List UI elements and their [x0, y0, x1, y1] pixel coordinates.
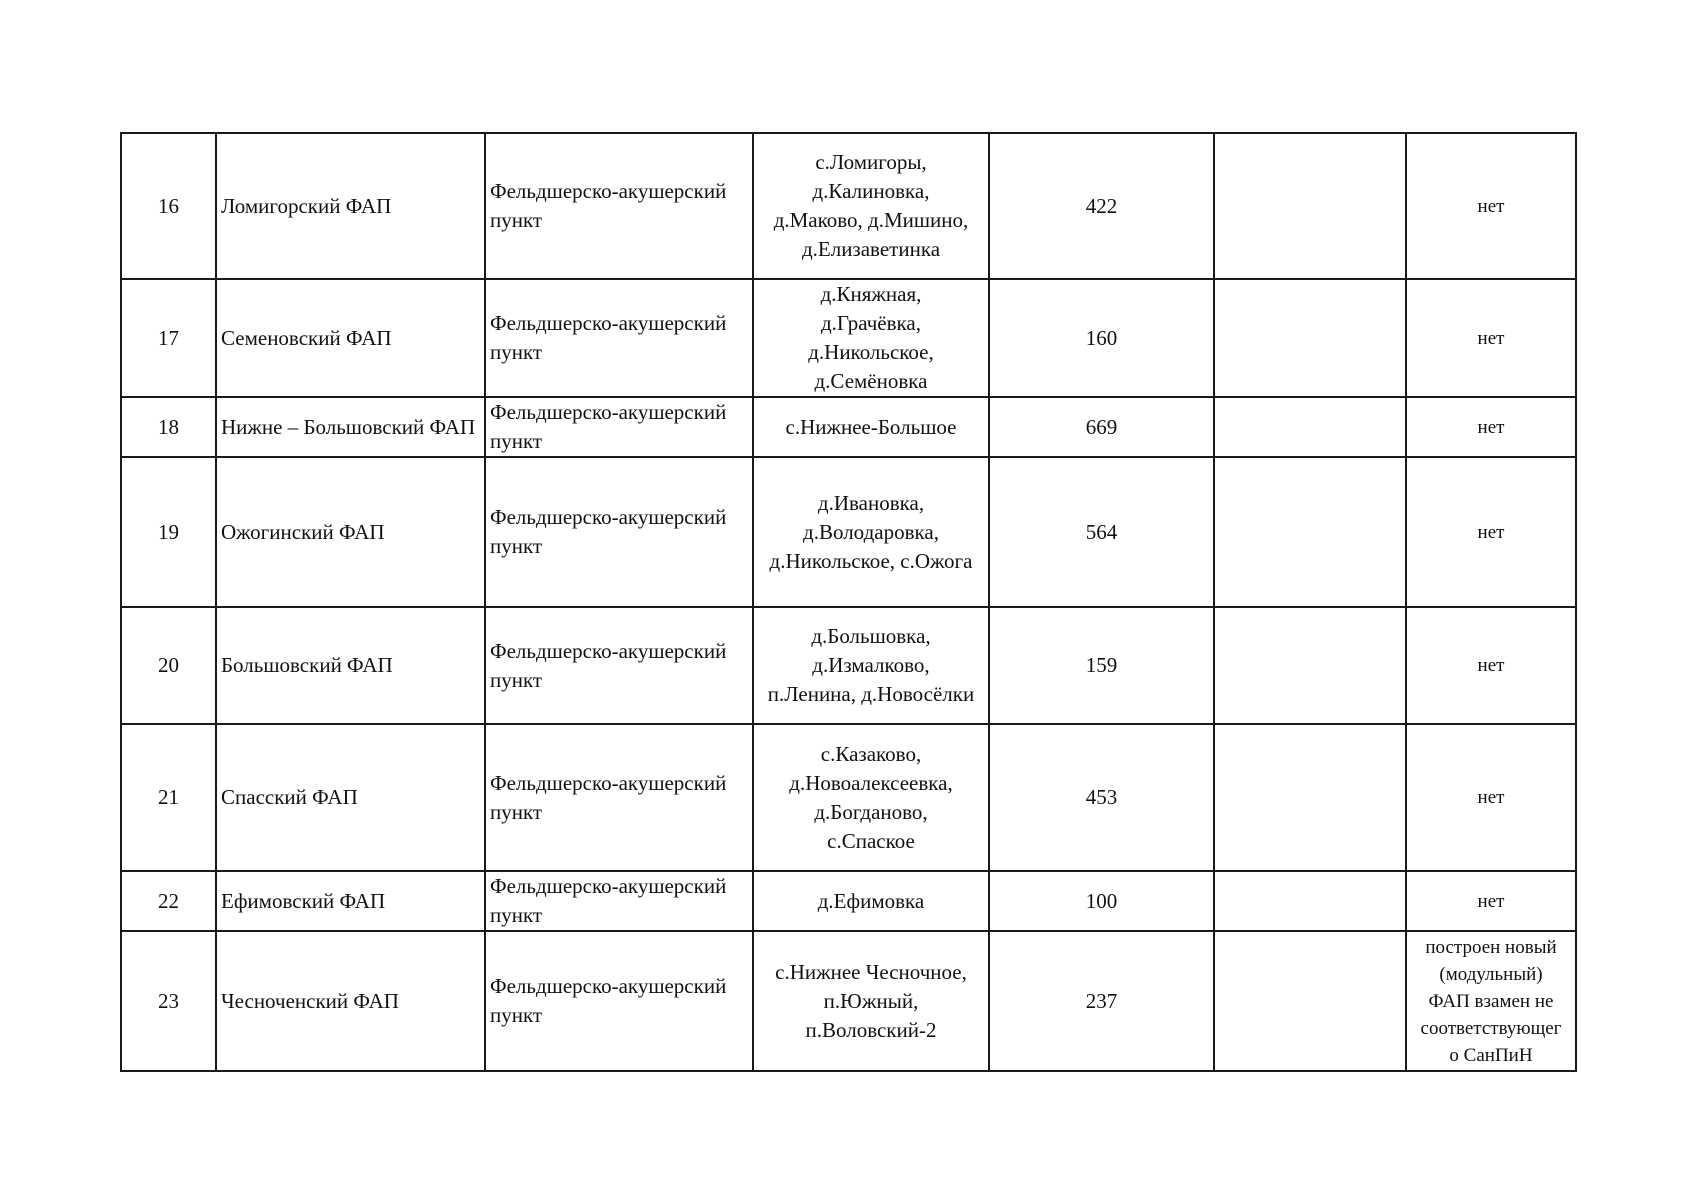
note-cell: нет — [1406, 607, 1576, 724]
location-line: д.Маково, д.Мишино, — [773, 208, 969, 232]
empty-cell — [1214, 607, 1406, 724]
table-row — [121, 133, 1576, 279]
note-cell: нет — [1406, 457, 1576, 607]
population-cell: 564 — [989, 457, 1214, 607]
empty-cell — [1214, 279, 1406, 397]
location-line: д.Богданово, — [814, 799, 928, 824]
fap-name-cell: Большовский ФАП — [216, 607, 485, 724]
note-cell: нет — [1406, 724, 1576, 871]
note-cell: нет — [1406, 133, 1576, 279]
location-line: д.Семёновка — [814, 369, 928, 393]
population-cell: 422 — [989, 133, 1214, 279]
empty-cell — [1214, 457, 1406, 607]
note-cell — [1406, 931, 1576, 1071]
row-number-cell: 19 — [121, 457, 216, 607]
fap-name-cell: Ломигорский ФАП — [216, 133, 485, 279]
location-line: д.Ивановка, — [817, 490, 925, 515]
fap-name-cell: Ефимовский ФАП — [216, 871, 485, 931]
table-body — [121, 133, 1576, 1071]
served-locations-cell — [753, 133, 989, 279]
empty-cell — [1214, 724, 1406, 871]
facility-type-cell: Фельдшерско-акушерский пункт — [485, 397, 753, 457]
location-line: с.Казаково, — [820, 741, 922, 766]
served-locations-cell — [753, 279, 989, 397]
fap-name-cell: Семеновский ФАП — [216, 279, 485, 397]
location-line: д.Никольское, с.Ожога — [769, 548, 973, 573]
location-line: д.Измалково, — [812, 653, 930, 677]
location-line: д.Грачёвка, — [821, 311, 921, 335]
location-line: д.Калиновка, — [812, 179, 930, 203]
row-number-cell: 22 — [121, 871, 216, 931]
location-line: д.Елизаветинка — [801, 237, 941, 261]
note-cell: нет — [1406, 397, 1576, 457]
table-row — [121, 607, 1576, 724]
fap-name-cell: Ожогинский ФАП — [216, 457, 485, 607]
location-line: д.Новоалексеевка, — [789, 770, 953, 795]
fap-name-cell: Спасский ФАП — [216, 724, 485, 871]
note-line: соответствующег — [1420, 1017, 1562, 1039]
note-line: построен новый — [1425, 936, 1557, 958]
location-line: д.Володаровка, — [803, 519, 939, 544]
served-locations-cell — [753, 457, 989, 607]
location-line: д.Княжная, — [820, 282, 922, 306]
note-cell: нет — [1406, 279, 1576, 397]
fap-table — [120, 132, 1577, 1072]
population-cell: 237 — [989, 931, 1214, 1071]
served-locations-cell — [753, 607, 989, 724]
fap-name-cell: Нижне – Большовский ФАП — [216, 397, 485, 457]
table-row — [121, 931, 1576, 1071]
row-number-cell: 23 — [121, 931, 216, 1071]
population-cell: 159 — [989, 607, 1214, 724]
facility-type-cell: Фельдшерско-акушерский пункт — [485, 279, 753, 397]
row-number-cell: 16 — [121, 133, 216, 279]
location-line: д.Никольское, — [808, 340, 934, 364]
empty-cell — [1214, 133, 1406, 279]
population-cell: 669 — [989, 397, 1214, 457]
fap-name-cell: Чесноченский ФАП — [216, 931, 485, 1071]
served-locations-cell — [753, 724, 989, 871]
note-line: (модульный) — [1439, 963, 1543, 985]
location-line: д.Ефимовка — [817, 888, 925, 913]
served-locations-cell — [753, 397, 989, 457]
table-row — [121, 397, 1576, 457]
facility-type-cell: Фельдшерско-акушерский пункт — [485, 724, 753, 871]
row-number-cell: 17 — [121, 279, 216, 397]
table-row — [121, 279, 1576, 397]
location-line: п.Ленина, д.Новосёлки — [767, 682, 975, 706]
location-line: с.Нижнее Чесночное, — [775, 959, 967, 984]
empty-cell — [1214, 871, 1406, 931]
facility-type-cell: Фельдшерско-акушерский пункт — [485, 871, 753, 931]
table-row — [121, 871, 1576, 931]
facility-type-cell: Фельдшерско-акушерский пункт — [485, 133, 753, 279]
facility-type-cell: Фельдшерско-акушерский пункт — [485, 607, 753, 724]
location-line: с.Спаское — [827, 828, 915, 853]
location-line: с.Нижнее-Большое — [785, 414, 957, 439]
location-line: п.Воловский-2 — [805, 1017, 937, 1042]
row-number-cell: 21 — [121, 724, 216, 871]
location-line: п.Южный, — [823, 988, 919, 1013]
table-row — [121, 457, 1576, 607]
population-cell: 100 — [989, 871, 1214, 931]
empty-cell — [1214, 931, 1406, 1071]
location-line: с.Ломигоры, — [815, 150, 927, 174]
note-line: ФАП взамен не — [1428, 990, 1554, 1012]
served-locations-cell — [753, 931, 989, 1071]
row-number-cell: 18 — [121, 397, 216, 457]
note-line: о СанПиН — [1449, 1044, 1533, 1066]
facility-type-cell: Фельдшерско-акушерский пункт — [485, 931, 753, 1071]
location-line: д.Большовка, — [811, 624, 931, 648]
row-number-cell: 20 — [121, 607, 216, 724]
table-row — [121, 724, 1576, 871]
empty-cell — [1214, 397, 1406, 457]
facility-type-cell: Фельдшерско-акушерский пункт — [485, 457, 753, 607]
population-cell: 453 — [989, 724, 1214, 871]
population-cell: 160 — [989, 279, 1214, 397]
served-locations-cell — [753, 871, 989, 931]
note-cell: нет — [1406, 871, 1576, 931]
